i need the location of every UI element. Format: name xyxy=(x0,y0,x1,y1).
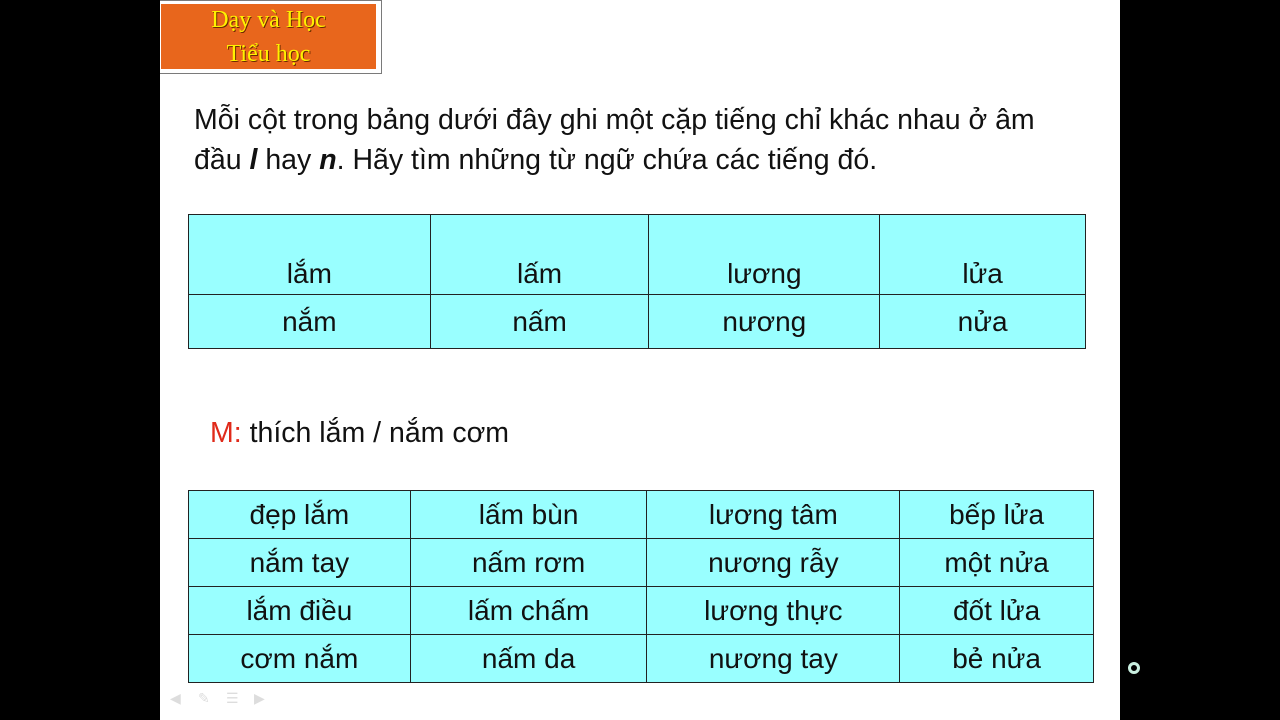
syllable-pair-table xyxy=(188,214,1086,349)
table-cell: lấm chấm xyxy=(410,587,647,635)
table-row xyxy=(189,215,1086,295)
pen-icon[interactable]: ✎ xyxy=(198,690,210,706)
table-cell: nương tay xyxy=(647,635,900,683)
table-cell: đẹp lắm xyxy=(189,491,411,539)
table-row xyxy=(189,635,1094,683)
example-label: M: xyxy=(210,417,242,449)
logo-line2: Tiểu học xyxy=(226,40,311,67)
table-cell: nắm xyxy=(189,295,431,349)
exercise-prompt: Mỗi cột trong bảng dưới đây ghi một cặp tiếng chỉ khác nhau ở âm đầu l hay n. Hãy tìm những từ ngữ chứa các tiếng đó. xyxy=(194,104,1035,176)
example-text: thích lắm / nắm cơm xyxy=(241,417,510,449)
table-cell: bếp lửa xyxy=(900,491,1094,539)
table-cell: lấm xyxy=(430,215,649,295)
table-row xyxy=(189,539,1094,587)
table-cell: lương thực xyxy=(647,587,900,635)
slideshow-nav xyxy=(170,692,270,704)
table-cell: cơm nắm xyxy=(189,635,411,683)
slide xyxy=(160,0,1120,720)
table-cell: nương xyxy=(649,295,880,349)
table-cell: nấm rơm xyxy=(410,539,647,587)
example-line xyxy=(210,417,509,450)
table-cell: nấm xyxy=(430,295,649,349)
table-cell: nấm da xyxy=(410,635,647,683)
table-cell: lương xyxy=(649,215,880,295)
table-row xyxy=(189,587,1094,635)
table-cell: nửa xyxy=(880,295,1086,349)
table-cell: một nửa xyxy=(900,539,1094,587)
letter-n: n xyxy=(319,144,337,176)
forward-arrow-icon[interactable]: ▶ xyxy=(254,690,265,706)
logo xyxy=(160,0,382,74)
table-cell: lắm điều xyxy=(189,587,411,635)
table-cell: nương rẫy xyxy=(647,539,900,587)
answer-table xyxy=(188,490,1094,683)
table-cell: lửa xyxy=(880,215,1086,295)
cursor-ring-icon xyxy=(1128,662,1140,674)
table-row xyxy=(189,295,1086,349)
table-cell: lắm xyxy=(189,215,431,295)
table-cell: nắm tay xyxy=(189,539,411,587)
logo-line1: Dạy và Học xyxy=(211,6,326,33)
table-cell: đốt lửa xyxy=(900,587,1094,635)
menu-icon[interactable]: ☰ xyxy=(226,690,239,706)
back-arrow-icon[interactable]: ◀ xyxy=(170,690,181,706)
table-cell: bẻ nửa xyxy=(900,635,1094,683)
table-row xyxy=(189,491,1094,539)
letter-l: l xyxy=(249,144,258,176)
table-cell: lương tâm xyxy=(647,491,900,539)
table-cell: lấm bùn xyxy=(410,491,647,539)
